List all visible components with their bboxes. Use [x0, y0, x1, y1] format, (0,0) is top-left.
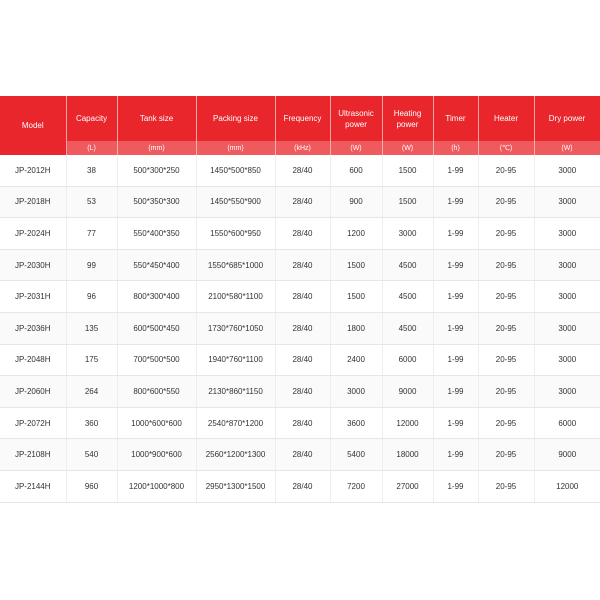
cell-timer: 1-99 — [433, 281, 478, 313]
unit-heater: (℃) — [478, 141, 534, 155]
cell-dry-power: 3000 — [534, 249, 600, 281]
cell-dry-power: 3000 — [534, 155, 600, 186]
cell-packing-size: 1550*685*1000 — [196, 249, 275, 281]
cell-heating-power: 18000 — [382, 439, 433, 471]
header-capacity: Capacity — [66, 96, 117, 141]
cell-dry-power: 3000 — [534, 281, 600, 313]
cell-heater: 20-95 — [478, 344, 534, 376]
header-model: Model — [0, 96, 66, 155]
cell-model: JP-2031H — [0, 281, 66, 313]
cell-frequency: 28/40 — [275, 186, 330, 218]
units-row — [0, 141, 600, 155]
unit-heating-power: (W) — [382, 141, 433, 155]
header-row — [0, 96, 600, 141]
cell-capacity: 96 — [66, 281, 117, 313]
cell-tank-size: 1000*600*600 — [117, 407, 196, 439]
cell-frequency: 28/40 — [275, 344, 330, 376]
table-row — [0, 155, 600, 186]
cell-timer: 1-99 — [433, 312, 478, 344]
cell-heater: 20-95 — [478, 249, 534, 281]
unit-packing-size: (mm) — [196, 141, 275, 155]
cell-ultrasonic-power: 7200 — [330, 470, 382, 502]
table-body — [0, 155, 600, 502]
cell-ultrasonic-power: 3600 — [330, 407, 382, 439]
cell-model: JP-2018H — [0, 186, 66, 218]
cell-model: JP-2012H — [0, 155, 66, 186]
cell-ultrasonic-power: 900 — [330, 186, 382, 218]
cell-frequency: 28/40 — [275, 218, 330, 250]
cell-ultrasonic-power: 1800 — [330, 312, 382, 344]
cell-frequency: 28/40 — [275, 155, 330, 186]
cell-heater: 20-95 — [478, 218, 534, 250]
cell-heating-power: 4500 — [382, 249, 433, 281]
spec-table — [0, 96, 600, 503]
cell-frequency: 28/40 — [275, 439, 330, 471]
header-frequency: Frequency — [275, 96, 330, 141]
unit-dry-power: (W) — [534, 141, 600, 155]
cell-ultrasonic-power: 3000 — [330, 376, 382, 408]
cell-tank-size: 800*600*550 — [117, 376, 196, 408]
cell-heating-power: 12000 — [382, 407, 433, 439]
cell-timer: 1-99 — [433, 155, 478, 186]
cell-frequency: 28/40 — [275, 376, 330, 408]
cell-frequency: 28/40 — [275, 249, 330, 281]
cell-frequency: 28/40 — [275, 470, 330, 502]
cell-capacity: 77 — [66, 218, 117, 250]
table-row — [0, 249, 600, 281]
cell-frequency: 28/40 — [275, 281, 330, 313]
cell-packing-size: 1940*760*1100 — [196, 344, 275, 376]
cell-packing-size: 1450*550*900 — [196, 186, 275, 218]
unit-capacity: (L) — [66, 141, 117, 155]
cell-heating-power: 3000 — [382, 218, 433, 250]
cell-dry-power: 3000 — [534, 186, 600, 218]
header-timer: Timer — [433, 96, 478, 141]
cell-heater: 20-95 — [478, 376, 534, 408]
cell-timer: 1-99 — [433, 439, 478, 471]
cell-capacity: 38 — [66, 155, 117, 186]
cell-ultrasonic-power: 1200 — [330, 218, 382, 250]
header-heating-power: Heating power — [382, 96, 433, 141]
cell-packing-size: 1450*500*850 — [196, 155, 275, 186]
cell-model: JP-2048H — [0, 344, 66, 376]
cell-heating-power: 4500 — [382, 281, 433, 313]
cell-timer: 1-99 — [433, 376, 478, 408]
cell-capacity: 99 — [66, 249, 117, 281]
cell-tank-size: 800*300*400 — [117, 281, 196, 313]
cell-heater: 20-95 — [478, 186, 534, 218]
cell-dry-power: 3000 — [534, 344, 600, 376]
cell-model: JP-2036H — [0, 312, 66, 344]
cell-model: JP-2030H — [0, 249, 66, 281]
cell-timer: 1-99 — [433, 218, 478, 250]
cell-ultrasonic-power: 1500 — [330, 249, 382, 281]
cell-capacity: 175 — [66, 344, 117, 376]
cell-capacity: 53 — [66, 186, 117, 218]
header-tank-size: Tank size — [117, 96, 196, 141]
cell-capacity: 540 — [66, 439, 117, 471]
cell-capacity: 135 — [66, 312, 117, 344]
table-row — [0, 281, 600, 313]
cell-ultrasonic-power: 1500 — [330, 281, 382, 313]
cell-heating-power: 9000 — [382, 376, 433, 408]
cell-dry-power: 3000 — [534, 376, 600, 408]
table-row — [0, 376, 600, 408]
cell-heater: 20-95 — [478, 407, 534, 439]
cell-tank-size: 550*400*350 — [117, 218, 196, 250]
cell-capacity: 960 — [66, 470, 117, 502]
cell-model: JP-2144H — [0, 470, 66, 502]
cell-packing-size: 1730*760*1050 — [196, 312, 275, 344]
cell-frequency: 28/40 — [275, 312, 330, 344]
cell-tank-size: 1000*900*600 — [117, 439, 196, 471]
cell-heater: 20-95 — [478, 470, 534, 502]
header-dry-power: Dry power — [534, 96, 600, 141]
table-row — [0, 470, 600, 502]
cell-heating-power: 6000 — [382, 344, 433, 376]
cell-tank-size: 550*450*400 — [117, 249, 196, 281]
cell-heating-power: 1500 — [382, 186, 433, 218]
cell-timer: 1-99 — [433, 249, 478, 281]
cell-tank-size: 600*500*450 — [117, 312, 196, 344]
cell-tank-size: 500*300*250 — [117, 155, 196, 186]
cell-ultrasonic-power: 600 — [330, 155, 382, 186]
cell-dry-power: 9000 — [534, 439, 600, 471]
cell-packing-size: 2130*860*1150 — [196, 376, 275, 408]
table-row — [0, 407, 600, 439]
cell-dry-power: 12000 — [534, 470, 600, 502]
unit-ultrasonic-power: (W) — [330, 141, 382, 155]
header-ultrasonic-power: Ultrasonic power — [330, 96, 382, 141]
unit-frequency: (kHz) — [275, 141, 330, 155]
cell-heater: 20-95 — [478, 439, 534, 471]
cell-packing-size: 1550*600*950 — [196, 218, 275, 250]
cell-heater: 20-95 — [478, 155, 534, 186]
cell-heating-power: 1500 — [382, 155, 433, 186]
cell-heater: 20-95 — [478, 312, 534, 344]
cell-tank-size: 1200*1000*800 — [117, 470, 196, 502]
cell-capacity: 360 — [66, 407, 117, 439]
cell-heater: 20-95 — [478, 281, 534, 313]
table-row — [0, 312, 600, 344]
cell-timer: 1-99 — [433, 186, 478, 218]
table-row — [0, 439, 600, 471]
cell-model: JP-2060H — [0, 376, 66, 408]
cell-dry-power: 3000 — [534, 312, 600, 344]
table-row — [0, 344, 600, 376]
cell-timer: 1-99 — [433, 344, 478, 376]
table-row — [0, 218, 600, 250]
cell-timer: 1-99 — [433, 470, 478, 502]
cell-ultrasonic-power: 2400 — [330, 344, 382, 376]
cell-packing-size: 2540*870*1200 — [196, 407, 275, 439]
cell-dry-power: 6000 — [534, 407, 600, 439]
cell-tank-size: 500*350*300 — [117, 186, 196, 218]
header-packing-size: Packing size — [196, 96, 275, 141]
cell-timer: 1-99 — [433, 407, 478, 439]
cell-packing-size: 2560*1200*1300 — [196, 439, 275, 471]
cell-model: JP-2024H — [0, 218, 66, 250]
cell-heating-power: 4500 — [382, 312, 433, 344]
table-row — [0, 186, 600, 218]
spec-table-container — [0, 96, 600, 503]
cell-ultrasonic-power: 5400 — [330, 439, 382, 471]
cell-frequency: 28/40 — [275, 407, 330, 439]
unit-timer: (h) — [433, 141, 478, 155]
cell-capacity: 264 — [66, 376, 117, 408]
cell-packing-size: 2100*580*1100 — [196, 281, 275, 313]
cell-packing-size: 2950*1300*1500 — [196, 470, 275, 502]
cell-model: JP-2072H — [0, 407, 66, 439]
cell-dry-power: 3000 — [534, 218, 600, 250]
header-heater: Heater — [478, 96, 534, 141]
cell-model: JP-2108H — [0, 439, 66, 471]
cell-heating-power: 27000 — [382, 470, 433, 502]
unit-tank-size: (mm) — [117, 141, 196, 155]
cell-tank-size: 700*500*500 — [117, 344, 196, 376]
